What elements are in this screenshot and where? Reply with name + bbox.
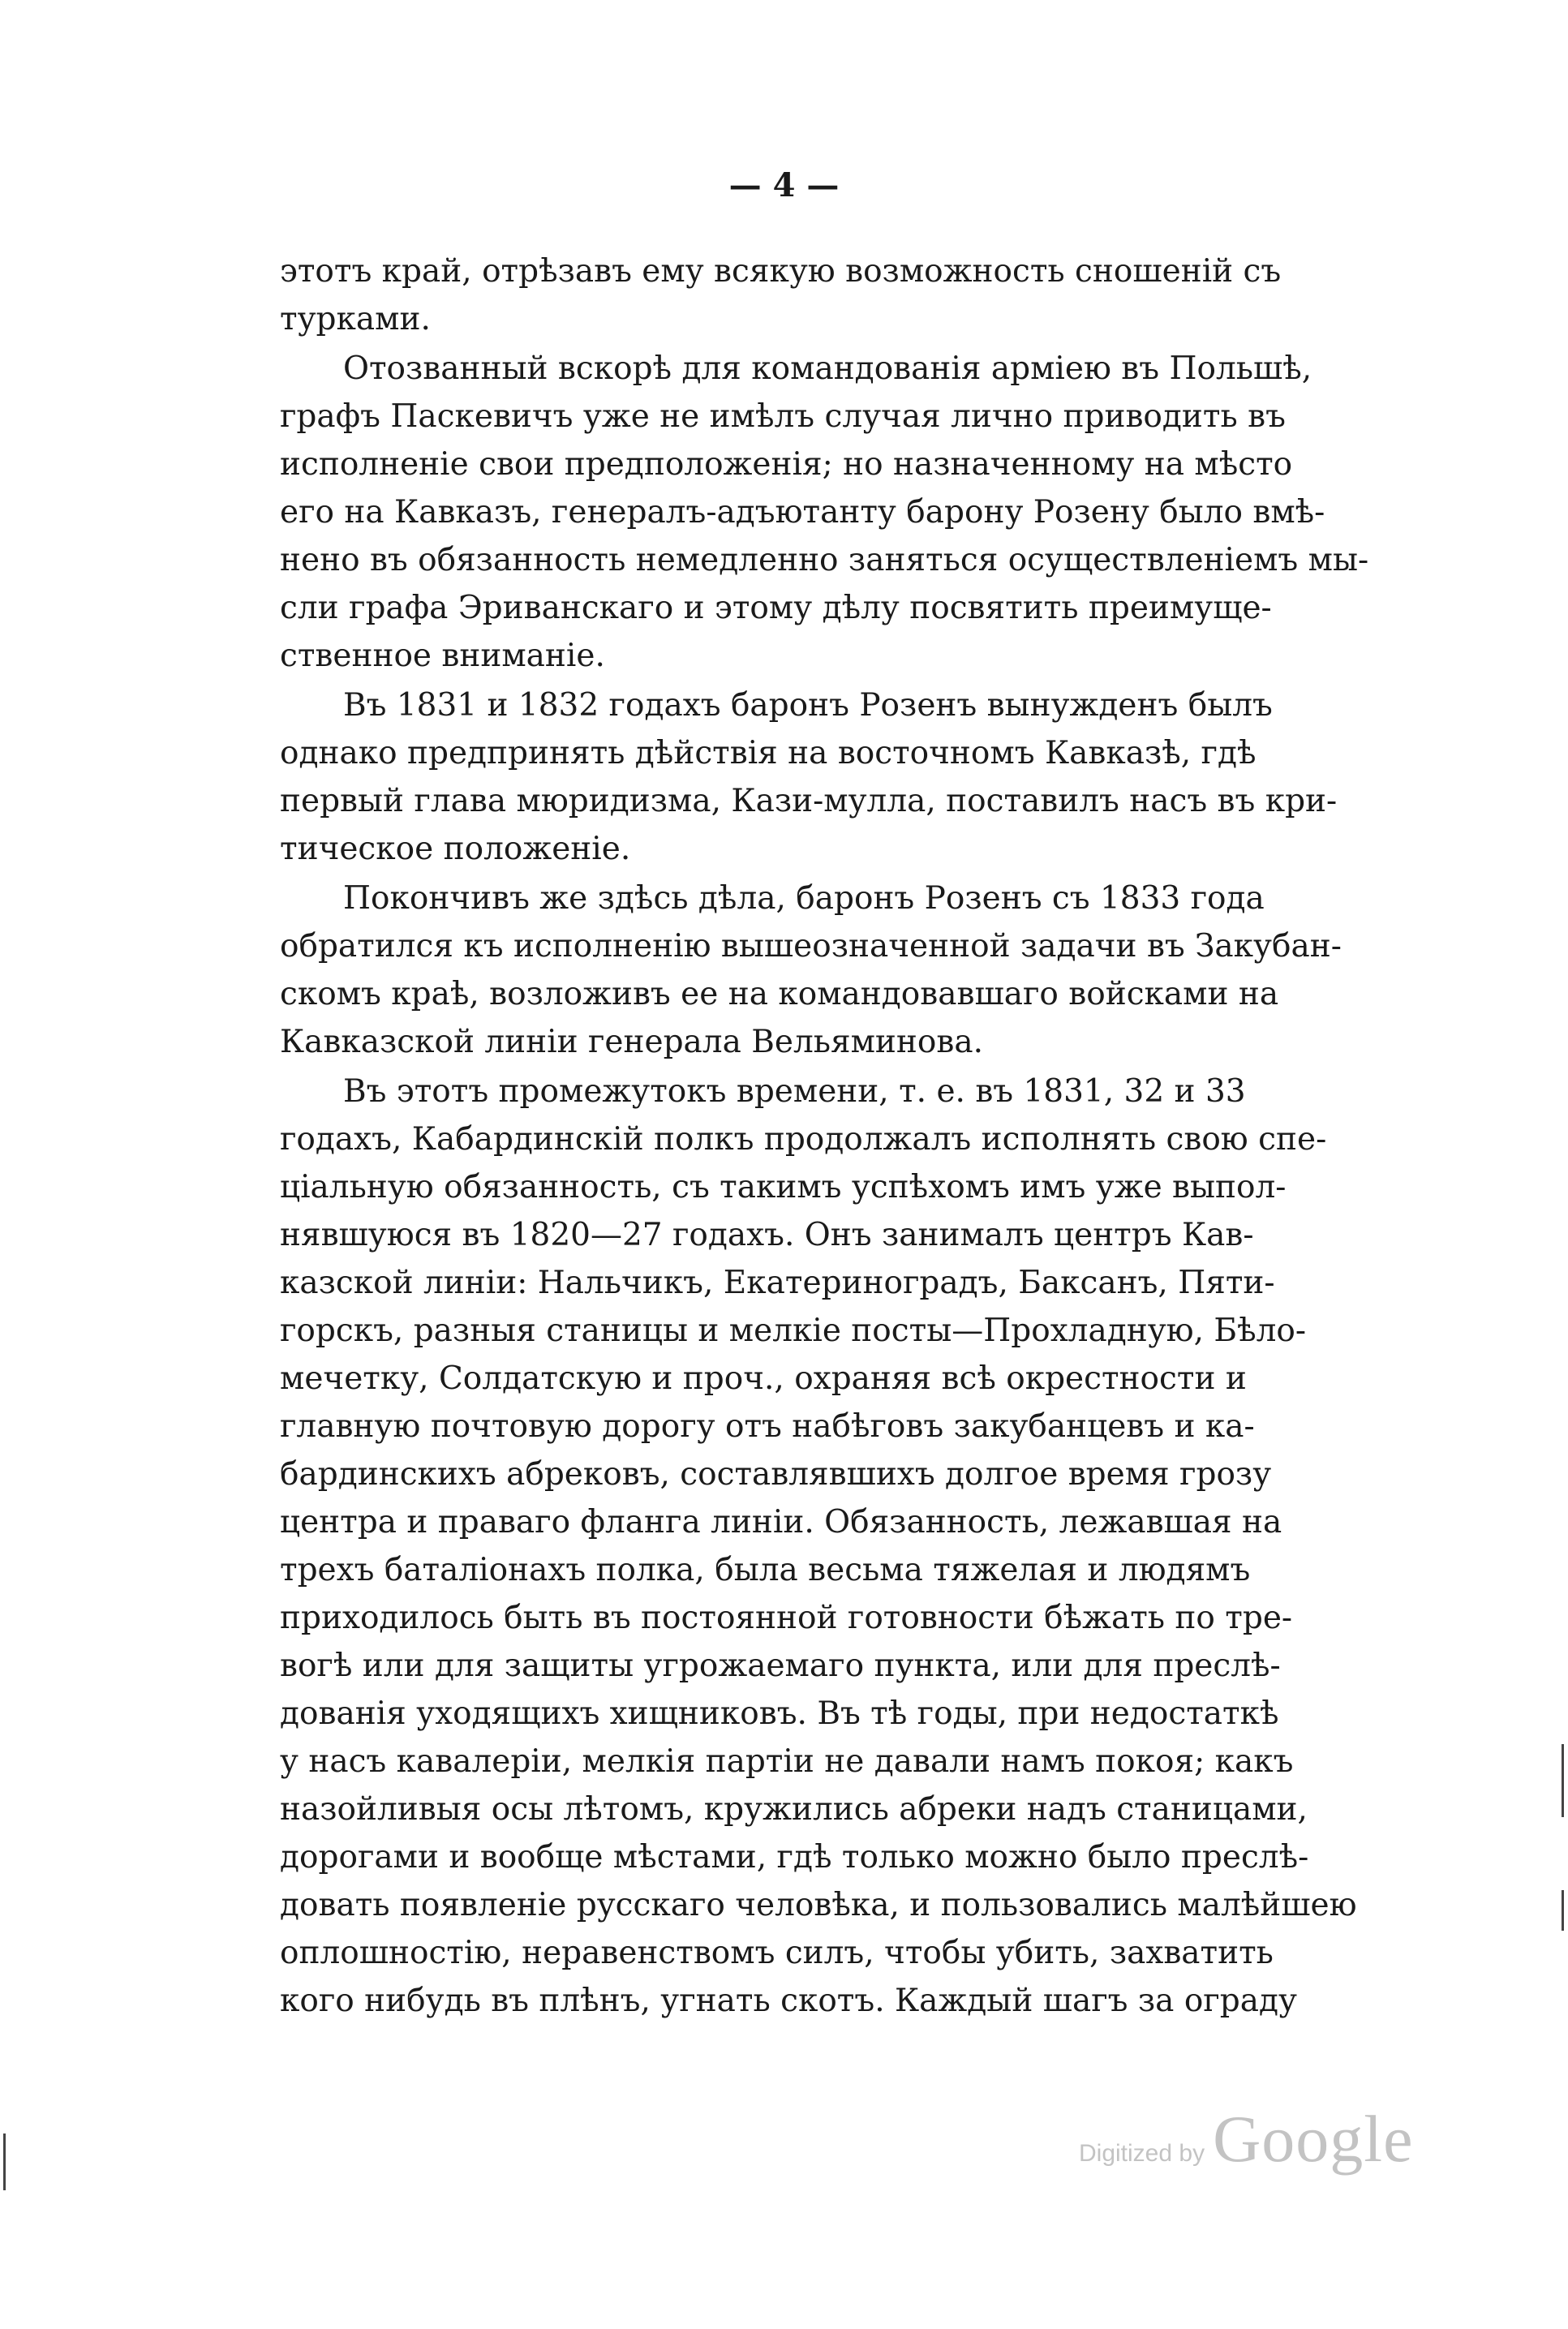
text-line: кого нибудь въ плѣнъ, угнать скотъ. Каждый шагъ за ограду (280, 1983, 1297, 2019)
text-line: обратился къ исполненію вышеозначенной задачи въ Закубан- (280, 928, 1342, 965)
text-line: его на Кавказъ, генералъ-адъютанту барону Розену было вмѣ- (280, 494, 1325, 531)
scan-edge-mark (3, 2133, 6, 2190)
text-line: центра и праваго фланга линіи. Обязанность, лежавшая на (280, 1504, 1282, 1540)
watermark-prefix: Digitized by (1079, 2140, 1205, 2167)
text-line: нено въ обязанность немедленно заняться осуществленіемъ мы- (280, 542, 1369, 578)
text-line: годахъ, Кабардинскій полкъ продолжалъ исполнять свою спе- (280, 1121, 1327, 1158)
text-line: Въ этотъ промежутокъ времени, т. е. въ 1831, 32 и 33 (343, 1073, 1246, 1110)
text-line: ціальную обязанность, съ такимъ успѣхомъ имъ уже выпол- (280, 1169, 1287, 1205)
text-line: Покончивъ же здѣсь дѣла, баронъ Розенъ съ 1833 года (343, 880, 1265, 917)
paragraph-5 (280, 1068, 1357, 2025)
text-line: графъ Паскевичъ уже не имѣлъ случая лично приводить въ (280, 398, 1286, 435)
text-line: тическое положеніе. (280, 831, 631, 867)
text-line: у насъ кавалеріи, мелкія партіи не давали намъ покоя; какъ (280, 1743, 1294, 1780)
google-logo: Google (1213, 2102, 1414, 2176)
text-line: дованія уходящихъ хищниковъ. Въ тѣ годы, при недостаткѣ (280, 1695, 1279, 1732)
text-line: первый глава мюридизма, Кази-мулла, поставилъ насъ въ кри- (280, 783, 1338, 819)
text-line: Отозванный вскорѣ для командованія арміею въ Польшѣ, (343, 350, 1312, 387)
text-line: горскъ, разныя станицы и мелкіе посты—Прохладную, Бѣло- (280, 1313, 1307, 1349)
page-number: — 4 — (728, 166, 840, 204)
paragraph-4 (280, 874, 1342, 1066)
text-line: дорогами и вообще мѣстами, гдѣ только можно было преслѣ- (280, 1839, 1309, 1876)
text-line: сли графа Эриванскаго и этому дѣлу посвятить преимуще- (280, 590, 1272, 626)
text-line: этотъ край, отрѣзавъ ему всякую возможность сношеній съ (280, 253, 1282, 290)
scan-edge-mark (1562, 1890, 1564, 1931)
text-line: скомъ краѣ, возложивъ ее на командовавшаго войсками на (280, 976, 1279, 1012)
text-line: довать появленіе русскаго человѣка, и пользовались малѣйшею (280, 1887, 1357, 1923)
text-line: однако предпринять дѣйствія на восточномъ Кавказѣ, гдѣ (280, 735, 1257, 771)
text-line: турками. (280, 301, 431, 337)
text-line: бардинскихъ абрековъ, составлявшихъ долгое время грозу (280, 1456, 1272, 1493)
text-line: главную почтовую дорогу отъ набѣговъ закубанцевъ и ка- (280, 1408, 1255, 1445)
scan-edge-mark (1562, 1744, 1564, 1817)
text-line: казской линіи: Нальчикъ, Екатериноградъ, Баксанъ, Пяти- (280, 1265, 1275, 1301)
text-line: приходилось быть въ постоянной готовности бѣжать по тре- (280, 1600, 1293, 1636)
digitized-watermark (1079, 2101, 1413, 2182)
text-line: Въ 1831 и 1832 годахъ баронъ Розенъ вынужденъ былъ (343, 687, 1273, 724)
text-line: трехъ баталіонахъ полка, была весьма тяжелая и людямъ (280, 1552, 1251, 1588)
body-text (280, 247, 1369, 2026)
text-line: Кавказской линіи генерала Вельяминова. (280, 1024, 983, 1060)
text-line: назойливыя осы лѣтомъ, кружились абреки надъ станицами, (280, 1791, 1308, 1828)
text-line: мечетку, Солдатскую и проч., охраняя всѣ окрестности и (280, 1360, 1247, 1397)
text-line: ственное вниманіе. (280, 638, 605, 674)
text-line: нявшуюся въ 1820—27 годахъ. Онъ занималъ центръ Кав- (280, 1217, 1254, 1253)
paragraph-3 (280, 681, 1338, 873)
text-line: вогѣ или для защиты угрожаемаго пункта, или для преслѣ- (280, 1648, 1281, 1684)
text-line: исполненіе свои предположенія; но назначенному на мѣсто (280, 446, 1293, 483)
paragraph-2 (280, 345, 1369, 680)
paragraph-1 (280, 247, 1322, 343)
text-line: оплошностію, неравенствомъ силъ, чтобы убить, захватить (280, 1935, 1274, 1971)
